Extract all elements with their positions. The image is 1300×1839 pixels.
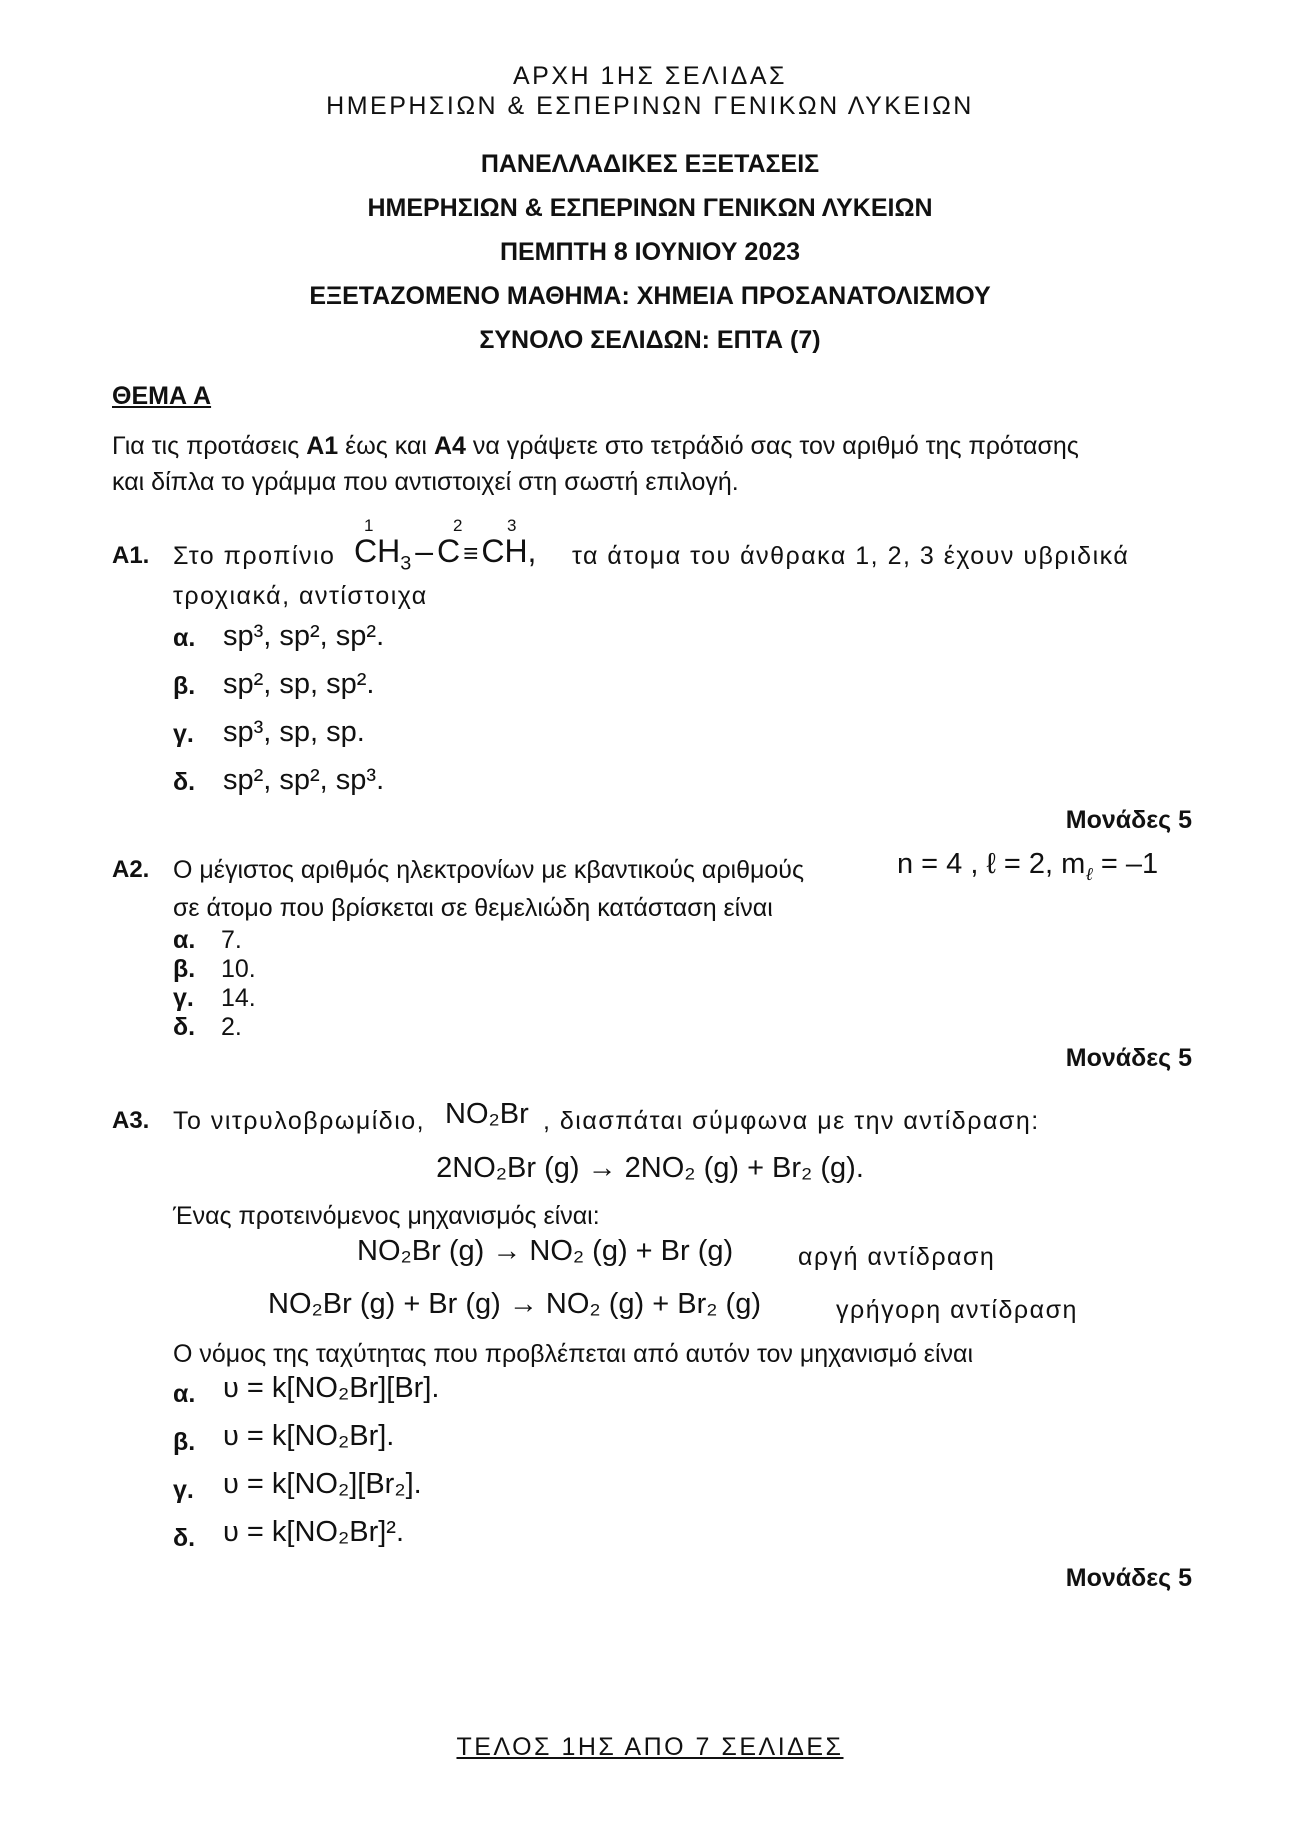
a3-option-letter: β.: [173, 1428, 196, 1456]
carbon-number-1: 1: [364, 516, 374, 535]
a3-marks: Μονάδες 5: [1065, 1564, 1192, 1592]
a3-option-letter: δ.: [173, 1524, 196, 1552]
carbon-number-3: 3: [507, 516, 517, 535]
mechanism-step2: NO₂Br (g) + Br (g) → NO₂ (g) + Br₂ (g): [268, 1288, 761, 1320]
mechanism-intro: Ένας προτεινόμενος μηχανισμός είναι:: [173, 1202, 600, 1230]
a2-option-text: 10.: [221, 955, 256, 983]
a2-option-letter: δ.: [173, 1013, 196, 1041]
a1-option-text: sp², sp², sp³.: [223, 764, 385, 796]
exam-page-count: ΣΥΝΟΛΟ ΣΕΛΙΔΩΝ: ΕΠΤΑ (7): [479, 326, 821, 354]
exam-title: ΠΑΝΕΛΛΑΔΙΚΕΣ ΕΞΕΤΑΣΕΙΣ: [480, 150, 820, 178]
a3-option-text: υ = k[NO₂Br]².: [223, 1516, 404, 1548]
exam-subject: ΕΞΕΤΑΖΟΜΕΝΟ ΜΑΘΗΜΑ: ΧΗΜΕΙΑ ΠΡΟΣΑΝΑΤΟΛΙΣΜΟΥ: [309, 282, 991, 310]
a2-option-text: 14.: [221, 984, 256, 1012]
a1-option-letter: α.: [173, 624, 196, 652]
question-a2-text: Ο μέγιστος αριθμός ηλεκτρονίων με κβαντικούς αριθμούς: [173, 856, 805, 884]
mechanism-step2-label: γρήγορη αντίδραση: [836, 1296, 1078, 1324]
a3-option-text: υ = k[NO₂][Br₂].: [223, 1468, 422, 1500]
page-footer: ΤΕΛΟΣ 1ΗΣ ΑΠΟ 7 ΣΕΛΙΔΕΣ: [456, 1733, 844, 1761]
mechanism-step1: NO₂Br (g) → NO₂ (g) + Br (g): [357, 1235, 734, 1267]
question-a3-text-after: , διασπάται σύμφωνα με την αντίδραση:: [543, 1107, 1040, 1135]
a3-option-letter: α.: [173, 1380, 196, 1408]
question-a2-number: Α2.: [112, 856, 150, 883]
a3-option-text: υ = k[NO₂Br][Br].: [223, 1372, 440, 1404]
question-a1-text-after: τα άτομα του άνθρακα 1, 2, 3 έχουν υβριδικά: [572, 542, 1130, 570]
propyne-formula: $CH_3 - C \equiv CH$,: [354, 533, 537, 575]
a2-option-text: 7.: [221, 926, 242, 954]
section-title: ΘΕΜΑ Α: [112, 382, 212, 410]
a1-option-letter: δ.: [173, 768, 196, 796]
a2-option-letter: β.: [173, 955, 196, 983]
a3-option-letter: γ.: [173, 1476, 194, 1504]
question-a1-number: Α1.: [112, 542, 150, 569]
a1-option-text: sp², sp, sp².: [223, 668, 375, 700]
a1-marks: Μονάδες 5: [1065, 806, 1192, 834]
page-header-line2: ΗΜΕΡΗΣΙΩΝ & ΕΣΠΕΡΙΝΩΝ ΓΕΝΙΚΩΝ ΛΥΚΕΙΩΝ: [326, 92, 974, 120]
a1-option-letter: β.: [173, 672, 196, 700]
question-a1-line2: τροχιακά, αντίστοιχα: [173, 582, 428, 610]
rate-law-question: Ο νόμος της ταχύτητας που προβλέπεται από αυτόν τον μηχανισμό είναι: [173, 1340, 973, 1368]
intro-line1: Για τις προτάσεις Α1 έως και Α4 να γράψετε στο τετράδιό σας τον αριθμό της πρότασης: [112, 432, 1079, 460]
a1-option-text: sp³, sp, sp.: [223, 716, 365, 748]
a2-marks: Μονάδες 5: [1065, 1044, 1192, 1072]
nitryl-bromide-formula: NO₂Br: [445, 1098, 529, 1130]
a2-option-letter: α.: [173, 926, 196, 954]
mechanism-step1-label: αργή αντίδραση: [798, 1243, 996, 1271]
a3-option-text: υ = k[NO₂Br].: [223, 1420, 395, 1452]
page-header-line1: ΑΡΧΗ 1ΗΣ ΣΕΛΙΔΑΣ: [513, 62, 787, 90]
question-a2-line2: σε άτομο που βρίσκεται σε θεμελιώδη κατάσταση είναι: [173, 894, 773, 922]
a2-option-text: 2.: [221, 1013, 242, 1041]
exam-subtitle: ΗΜΕΡΗΣΙΩΝ & ΕΣΠΕΡΙΝΩΝ ΓΕΝΙΚΩΝ ΛΥΚΕΙΩΝ: [367, 194, 933, 222]
a1-option-text: sp³, sp², sp².: [223, 620, 385, 652]
a2-option-letter: γ.: [173, 984, 194, 1012]
quantum-numbers: n = 4 , ℓ = 2, $m_\ell = -1$: [897, 848, 1159, 884]
question-a3-number: Α3.: [112, 1107, 150, 1134]
question-a3-text-before: Το νιτρυλοβρωμίδιο,: [173, 1107, 426, 1135]
overall-reaction: 2NO₂Br (g) → 2NO₂ (g) + Br₂ (g).: [436, 1152, 864, 1184]
a1-option-letter: γ.: [173, 720, 194, 748]
question-a1-text-before: Στο προπίνιο: [173, 542, 336, 570]
intro-line2: και δίπλα το γράμμα που αντιστοιχεί στη σωστή επιλογή.: [112, 468, 739, 496]
exam-date: ΠΕΜΠΤΗ 8 ΙΟΥΝΙΟΥ 2023: [499, 238, 801, 266]
carbon-number-2: 2: [453, 516, 463, 535]
